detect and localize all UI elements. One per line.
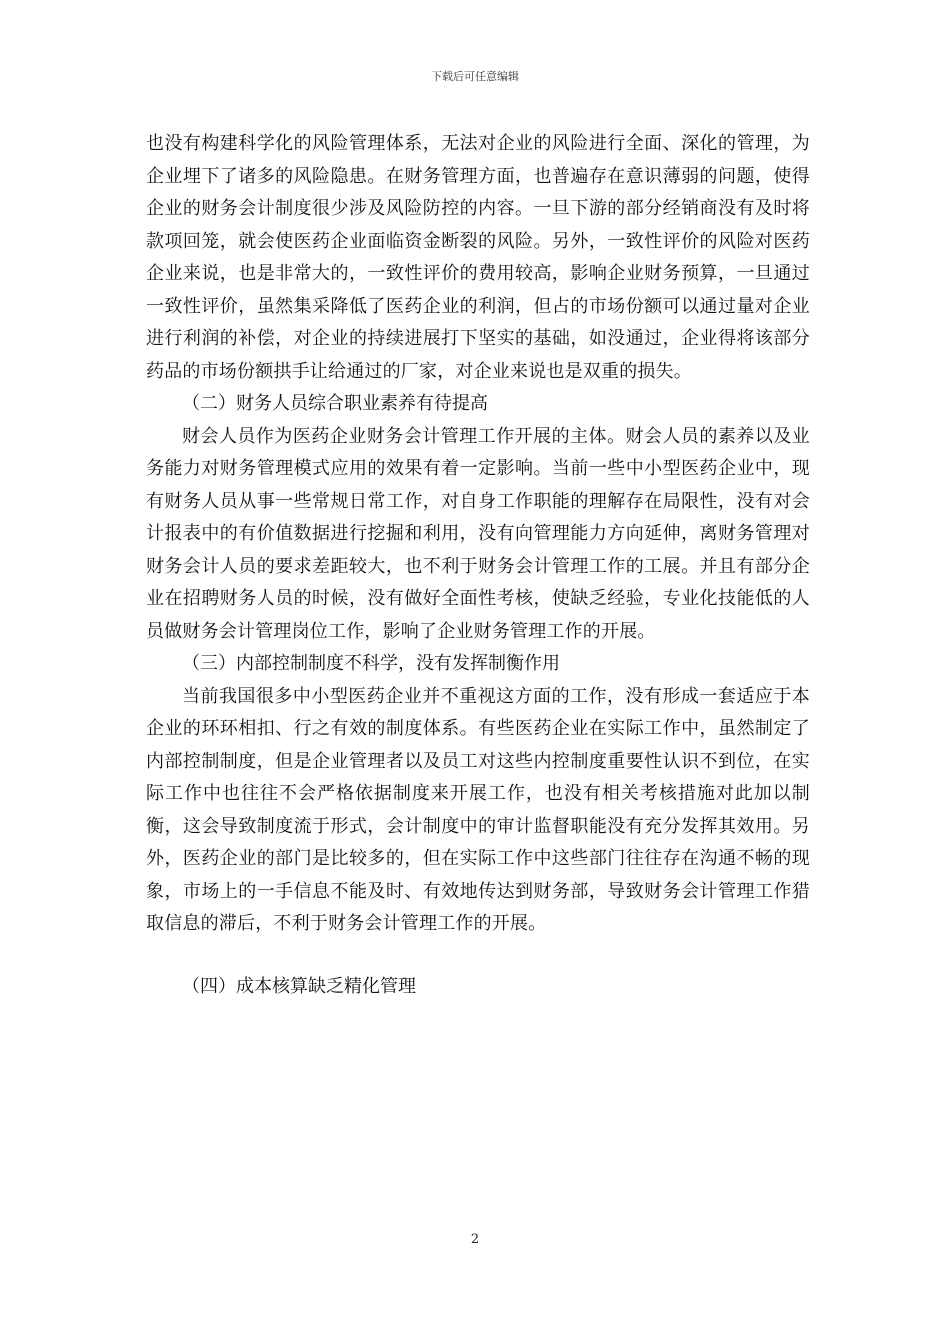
section-heading-2: （二）财务人员综合职业素养有待提高 [182, 393, 488, 414]
body-paragraph-3: 当前我国很多中小型医药企业并不重视这方面的工作，没有形成一套适应于本企业的环环相扣、行之有效的制度体系。有些医药企业在实际工作中，虽然制定了内部控制制度，但是企业管理者以及员工对这些内控制度重要性认识不到位，在实际工作中也往往不会严格依据制度来开展工作，也没有相关考核措施对此加以制衡，这会导致制度流于形式，会计制度中的审计监督职能没有充分发挥其效用。另外，医药企业的部门是比较多的，但在实际工作中这些部门往往存在沟通不畅的现象，市场上的一手信息不能及时、有效地传达到财务部，导致财务会计管理工作猎取信息的滞后，不利于财务会计管理工作的开展。 [146, 685, 810, 934]
body-paragraph-1: 也没有构建科学化的风险管理体系，无法对企业的风险进行全面、深化的管理，为企业埋下了诸多的风险隐患。在财务管理方面，也普遍存在意识薄弱的问题，使得企业的财务会计制度很少涉及风险防控的内容。一旦下游的部分经销商没有及时将款项回笼，就会使医药企业面临资金断裂的风险。另外，一致性评价的风险对医药企业来说，也是非常大的，一致性评价的费用较高，影响企业财务预算，一旦通过一致性评价，虽然集采降低了医药企业的利润，但占的市场份额可以通过量对企业进行利润的补偿，对企业的持续进展打下坚实的基础，如没通过，企业得将该部分药品的市场份额拱手让给通过的厂家，对企业来说也是双重的损失。 [146, 133, 810, 382]
paragraph-spacer [146, 941, 810, 971]
document-body [146, 128, 810, 1003]
section-heading-3: （三）内部控制制度不科学，没有发挥制衡作用 [182, 653, 560, 674]
page-header-note: 下载后可任意编辑 [431, 70, 519, 83]
section-heading-4: （四）成本核算缺乏精化管理 [182, 975, 416, 997]
body-paragraph-2: 财会人员作为医药企业财务会计管理工作开展的主体。财会人员的素养以及业务能力对财务管理模式应用的效果有着一定影响。当前一些中小型医药企业中，现有财务人员从事一些常规日常工作，对自身工作职能的理解存在局限性，没有对会计报表中的有价值数据进行挖掘和利用，没有向管理能力方向延伸，离财务管理对财务会计人员的要求差距较大，也不利于财务会计管理工作的工展。并且有部分企业在招聘财务人员的时候，没有做好全面性考核，使缺乏经验，专业化技能低的人员做财务会计管理岗位工作，影响了企业财务管理工作的开展。 [146, 425, 810, 642]
page-number: 2 [470, 1232, 480, 1247]
